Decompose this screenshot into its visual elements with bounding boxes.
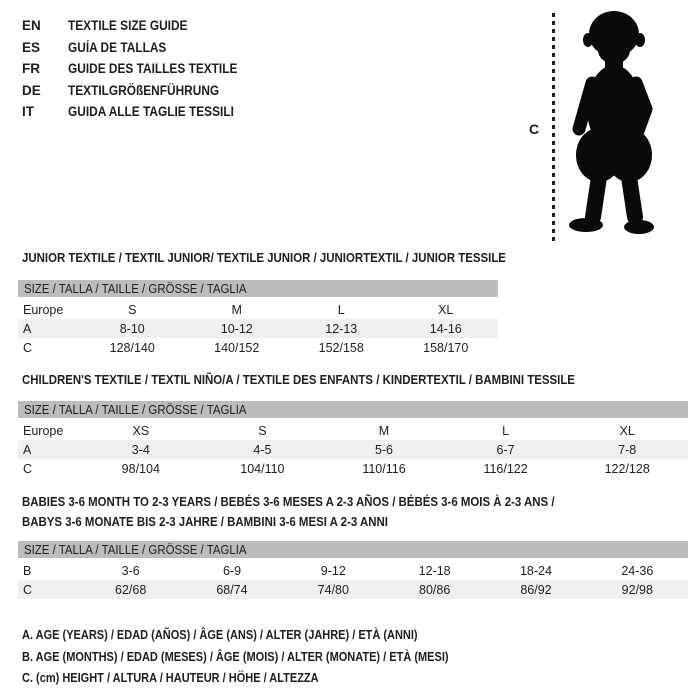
height-cell: 158/170 (423, 340, 469, 355)
legend-line-a: A. AGE (YEARS) / EDAD (AÑOS) / ÂGE (ANS) / ALTER (JAHRE) / ETÀ (ANNI) (22, 628, 418, 642)
table-row (18, 299, 498, 320)
height-cell: 140/152 (214, 340, 260, 355)
age-cell: 14-16 (394, 319, 499, 338)
language-row (22, 101, 261, 123)
size-header-row (18, 401, 688, 420)
row-label: C (18, 580, 80, 599)
table-row (18, 440, 688, 459)
row-label: C (23, 340, 33, 355)
size-header-row (18, 280, 498, 299)
row-label: Europe (23, 423, 64, 438)
language-code: EN (22, 18, 41, 33)
height-cell: 62/68 (80, 580, 181, 599)
age-cell: 10-12 (185, 319, 290, 338)
row-label: C (23, 461, 33, 476)
legend-line-c: C. (cm) HEIGHT / ALTURA / HAUTEUR / HÖHE / ALTEZZA (22, 671, 319, 685)
language-code: ES (22, 39, 41, 55)
babies-size-table (18, 541, 688, 599)
row-label: A (18, 319, 80, 338)
age-cell: 4-5 (202, 440, 324, 459)
size-cell: M (378, 423, 390, 438)
row-label: A (18, 440, 80, 459)
height-cell: 128/140 (109, 340, 155, 355)
size-cell: L (337, 302, 345, 317)
children-section-title: CHILDREN'S TEXTILE / TEXTIL NIÑO/A / TEXTILE DES ENFANTS / KINDERTEXTIL / BAMBINI TESSILE (22, 372, 575, 387)
row-label: Europe (23, 302, 64, 317)
legend-line-b: B. AGE (MONTHS) / EDAD (MESES) / ÂGE (MOIS) / ALTER (MONATE) / ETÀ (MESI) (22, 649, 449, 664)
age-cell: 12-18 (418, 563, 451, 578)
language-code: FR (22, 61, 40, 77)
table-row (18, 338, 498, 357)
height-cell: 68/74 (181, 580, 282, 599)
age-cell: 6-9 (222, 563, 242, 578)
age-cell: 9-12 (320, 563, 346, 578)
table-row (18, 560, 688, 581)
size-cell: XS (132, 423, 150, 438)
height-cell: 92/98 (587, 580, 688, 599)
height-measure-label: C (529, 121, 540, 137)
language-row (22, 80, 261, 102)
size-cell: S (258, 423, 267, 438)
size-cell: XL (619, 423, 635, 438)
legend (22, 625, 507, 690)
age-cell: 7-8 (566, 440, 688, 459)
size-header-label: SIZE / TALLA / TAILLE / GRÖSSE / TAGLIA (24, 402, 247, 417)
age-cell: 24-36 (621, 563, 654, 578)
junior-section-title: JUNIOR TEXTILE / TEXTIL JUNIOR/ TEXTILE JUNIOR / JUNIORTEXTIL / JUNIOR TESSILE (22, 250, 506, 265)
language-list (22, 15, 261, 123)
size-header-label: SIZE / TALLA / TAILLE / GRÖSSE / TAGLIA (24, 542, 247, 557)
height-cell: 86/92 (485, 580, 586, 599)
language-label: TEXTILE SIZE GUIDE (68, 18, 188, 33)
height-cell: 80/86 (384, 580, 485, 599)
babies-section-title: BABIES 3-6 MONTH TO 2-3 YEARS / BEBÉS 3-6 MESES A 2-3 AÑOS / BÉBÉS 3-6 MOIS À 2-3 ANS / BABYS 3-6 MONATE BIS 2-3 JAHRE / BAMBINI 3-6 MESI A 2-3 ANNI (22, 494, 555, 529)
height-cell: 110/116 (362, 461, 406, 476)
toddler-silhouette-icon (566, 9, 666, 239)
language-row (22, 15, 261, 37)
age-cell: 3-6 (121, 563, 140, 578)
language-label: TEXTILGRÖßENFÜHRUNG (68, 82, 220, 98)
height-cell: 74/80 (283, 580, 384, 599)
size-cell: L (502, 423, 510, 438)
size-header-row (18, 541, 688, 560)
size-cell: XL (438, 302, 454, 317)
size-cell: S (128, 302, 137, 317)
language-label: GUIDA ALLE TAGLIE TESSILI (68, 104, 234, 120)
height-measure-dashed-line (552, 13, 555, 241)
age-cell: 6-7 (445, 440, 567, 459)
age-cell: 5-6 (323, 440, 445, 459)
height-cell: 152/158 (318, 340, 364, 355)
size-header-label: SIZE / TALLA / TAILLE / GRÖSSE / TAGLIA (24, 281, 247, 296)
table-row (18, 459, 688, 478)
language-row (22, 37, 261, 59)
language-code: DE (22, 82, 41, 98)
language-code: IT (22, 104, 34, 120)
age-cell: 12-13 (289, 319, 394, 338)
table-row (18, 580, 688, 599)
children-size-table (18, 401, 688, 478)
height-cell: 122/128 (604, 461, 650, 476)
height-cell: 98/104 (121, 461, 160, 476)
language-label: GUÍA DE TALLAS (68, 39, 167, 55)
junior-size-table (18, 280, 498, 357)
table-row (18, 420, 688, 441)
row-label: B (23, 563, 32, 578)
age-cell: 8-10 (80, 319, 185, 338)
age-cell: 3-4 (80, 440, 202, 459)
table-row (18, 319, 498, 338)
height-cell: 116/122 (483, 461, 528, 476)
language-row (22, 58, 261, 80)
age-cell: 18-24 (519, 563, 552, 578)
height-cell: 104/110 (240, 461, 285, 476)
size-cell: M (231, 302, 242, 317)
language-label: GUIDE DES TAILLES TEXTILE (68, 61, 238, 77)
